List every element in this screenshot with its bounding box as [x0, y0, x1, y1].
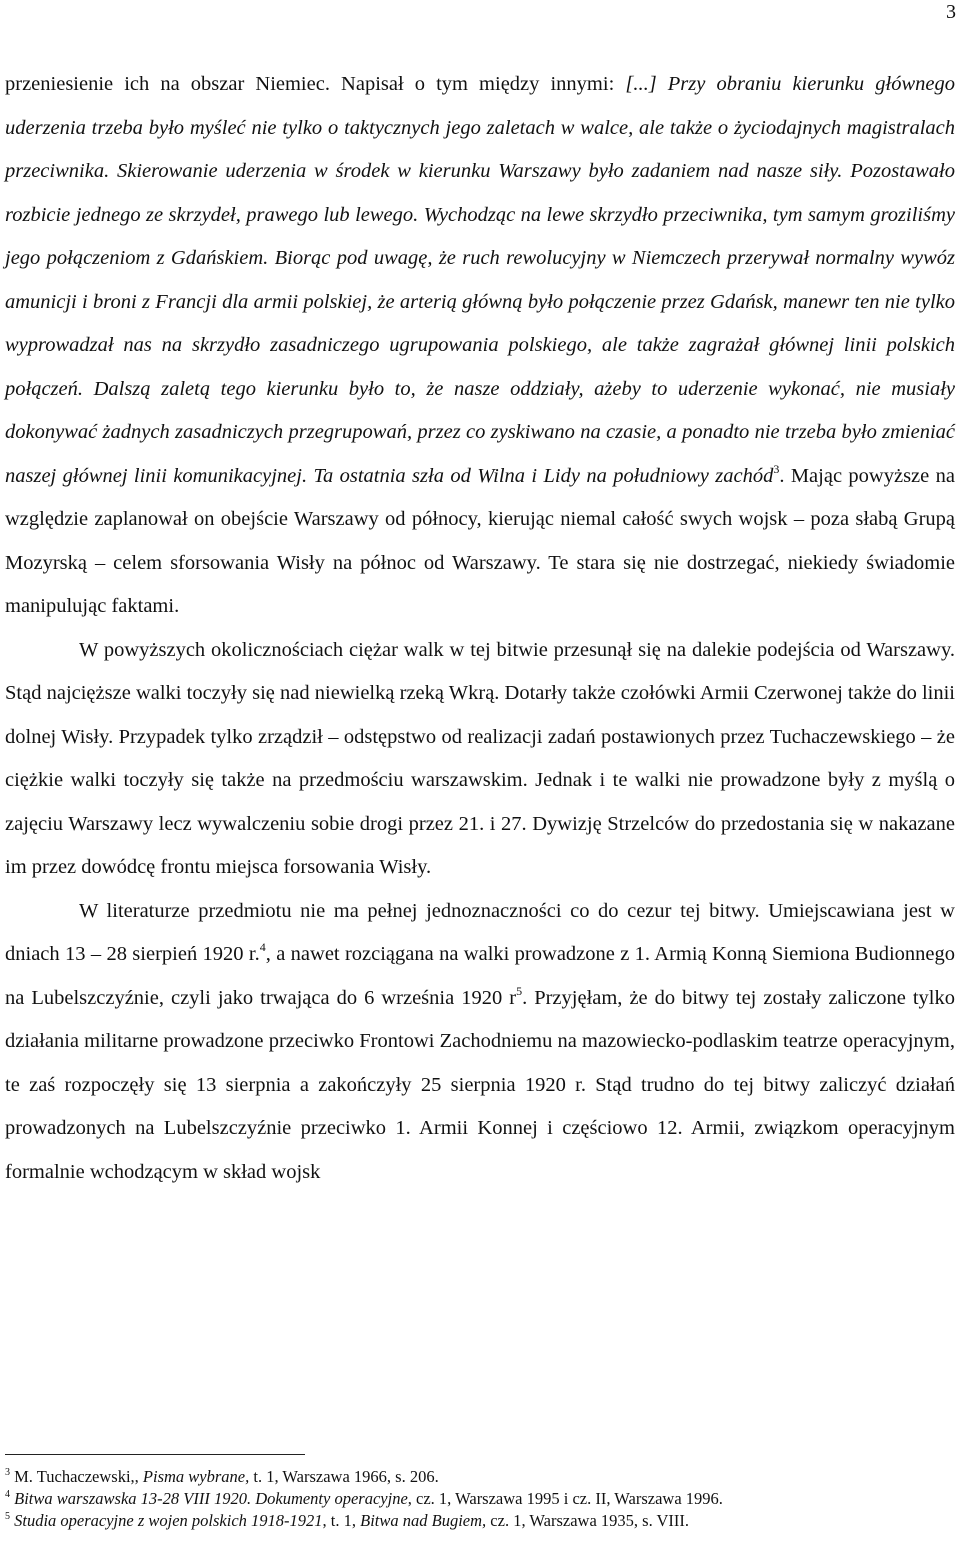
footnote-number: 3	[5, 1467, 10, 1478]
paragraph-3-text: W literaturze przedmiotu nie ma pełnej jednoznaczności co do cezur tej bitwy. Umiejscawiana jest w dniach 13 – 28 sierpień 1920 r.	[5, 899, 955, 965]
footnote-text: t. 1, Warszawa 1966, s. 206.	[249, 1467, 439, 1486]
body-text	[5, 63, 955, 1194]
footnote-separator	[5, 1454, 305, 1455]
paragraph-3-text-3: . Przyjęłam, że do bitwy tej zostały zaliczone tylko działania militarne prowadzone przeciwko Frontowi Zachodniemu na mazowiecko-podlaskim teatrze operacyjnym, te zaś rozpoczęły się 13 sierpnia a zakończyły 25 sierpnia 1920 r. Stąd trudno do tej bitwy zaliczyć działań prowadzonych na Lubelszczyźnie przeciwko 1. Armii Konnej i częściowo 12. Armii, związkom operacyjnym formalnie wchodzącym w skład wojsk	[5, 986, 956, 1183]
footnote-ref-4: 4	[259, 940, 266, 954]
page-number: 3	[946, 1, 956, 23]
footnote-3	[5, 1466, 955, 1488]
quotation: [...] Przy obraniu kierunku głównego uderzenia trzeba było myśleć nie tylko o taktycznych jego zaletach w walce, ale także o życiodajnych magistralach przeciwnika. Skierowanie uderzenia w środek w kierunku Warszawy było zadaniem nad nasze siły. Pozostawało rozbicie jednego ze skrzydeł, prawego lub lewego. Wychodząc na lewe skrzydło przeciwnika, tym samym groziliśmy jego połączeniom z Gdańskiem. Biorąc pod uwagę, że ruch rewolucyjny w Niemczech przerywał normalny wywóz amunicji i broni z Francji dla armii polskiej, że arterią główną było połączenie przez Gdańsk, manewr ten nie tylko wyprowadzał nas na skrzydło zasadniczego ugrupowania polskiego, ale także zagrażał głównej linii polskich połączeń. Dalszą zaletą tego kierunku było to, że nasze oddziały, ażeby to uderzenie wykonać, nie musiały dokonywać żadnych zasadniczych przegrupowań, przez co zyskiwano na czasie, a ponadto nie trzeba było zmieniać naszej głównej linii komunikacyjnej. Ta ostatnia szła od Wilna i Lidy na południowy zachód	[5, 73, 955, 487]
footnote-title: Bitwa warszawska 13-28 VIII 1920. Dokumenty operacyjne	[14, 1489, 408, 1508]
footnote-ref-3: 3	[773, 461, 780, 476]
footnote-4	[5, 1488, 955, 1510]
paragraph-1-continued: . Mając powyższe na względzie zaplanował on obejście Warszawy od północy, kierując niemal całość swych wojsk – poza słabą Grupą Mozyrską – celem sforsowania Wisły na północ od Warszawy. Te stara się nie dostrzegać, niekiedy świadomie manipulując faktami.	[5, 464, 955, 617]
footnote-ref-5: 5	[516, 983, 523, 998]
footnote-title: Pisma wybrane,	[142, 1467, 250, 1486]
footnote-number: 4	[5, 1489, 10, 1500]
footnote-title: Studia operacyjne z wojen polskich 1918-1921	[14, 1511, 323, 1530]
paragraph-1-text: przeniesienie ich na obszar Niemiec. Napisał o tym między innymi:	[5, 73, 626, 95]
paragraph-3-text-2: , a nawet rozciągana na walki prowadzone z 1. Armią Konną Siemiona Budionnego na Lubelszczyźnie, czyli jako trwająca do 6 września 1920 r	[5, 943, 956, 1009]
footnote-text: , cz. 1, Warszawa 1995 i cz. II, Warszawa 1996.	[407, 1489, 723, 1508]
footnote-text: cz. 1, Warszawa 1935, s. VIII.	[486, 1511, 690, 1530]
footnote-subtitle: Bitwa nad Bugiem,	[360, 1511, 487, 1530]
footnote-number: 5	[5, 1511, 10, 1522]
footnote-text: , t. 1,	[322, 1511, 361, 1530]
paragraph-1	[5, 63, 955, 629]
footnote-text: M. Tuchaczewski,,	[10, 1467, 143, 1486]
footnote-5	[5, 1510, 955, 1532]
paragraph-3	[5, 890, 955, 1195]
paragraph-2: W powyższych okolicznościach ciężar walk w tej bitwie przesunął się na dalekie podejścia od Warszawy. Stąd najcięższe walki toczyły się nad niewielką rzeką Wkrą. Dotarły także czołówki Armii Czerwonej także do linii dolnej Wisły. Przypadek tylko zrządził – odstępstwo od realizacji zadań postawionych przez Tuchaczewskiego – że ciężkie walki toczyły się także na przedmościu warszawskim. Jednak i te walki nie prowadzone były z myślą o zajęciu Warszawy lecz wywalczeniu sobie drogi przez 21. i 27. Dywizję Strzelców do przedostania się w nakazane im przez dowódcę frontu miejsca forsowania Wisły.	[5, 638, 955, 878]
footnotes	[5, 1466, 955, 1532]
